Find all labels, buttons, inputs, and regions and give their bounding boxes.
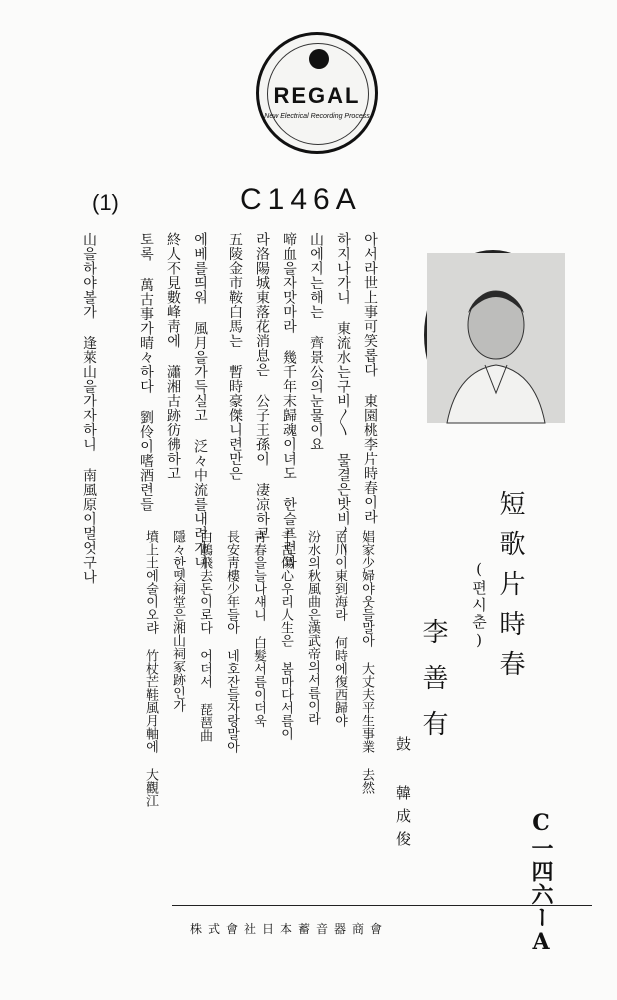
regal-logo	[256, 32, 378, 154]
lyric-line: 라洛陽城東落花消息은 公子王孫이 凄凉하고	[254, 232, 270, 541]
side-number: (1)	[92, 190, 119, 215]
song-genre: 短歌	[495, 490, 525, 570]
footer-divider	[172, 905, 592, 906]
lyric-line: 啼血을자맛마라 幾千年末歸魂이녀도 한슬프련과	[281, 232, 297, 570]
catalog-number-vertical: C一四六ーA	[528, 810, 554, 956]
singer-name: 李善有	[418, 618, 448, 756]
lyric-line-lower: 白鷗飛去돈이로다 어더서 琵琶曲	[197, 530, 212, 742]
lyric-line: 토록 萬古事가晴々하다 劉伶이嗜酒련들	[138, 232, 154, 512]
lyric-line-lower: 隱々한뗏祠堂은湘山祠冢跡인가	[170, 530, 185, 712]
song-reading: (편시춘)	[470, 560, 488, 651]
song-name: 片時春	[495, 570, 525, 690]
publisher-footer: 株式會社日本蓄音器商會	[190, 922, 389, 936]
lyric-line-lower: 娼家少婦야웃들말아 大丈夫平生事業 去然	[359, 530, 374, 794]
song-title	[497, 490, 523, 690]
lyric-line: 山을하야볼가 逢萊山을가자하니 南風原이멀엇구나	[81, 232, 97, 584]
logo-brand: REGAL	[273, 83, 361, 108]
logo-emblem-icon	[309, 49, 329, 69]
lyric-line-lower: 靑春을늘나섀니 白髮서름이더욱	[251, 530, 266, 727]
catalog-number: C146A	[240, 183, 362, 216]
lyric-line: 五陵金市鞍白馬는 暫時豪傑니련만은	[227, 232, 243, 481]
singer-portrait	[424, 250, 562, 420]
lyric-line: 終人不見數峰靑에 瀟湘古跡彷彿하고	[165, 232, 181, 481]
lyric-line-lower: 千古傷心우리人生은 봄마다서름이	[278, 530, 293, 740]
lyric-line-lower: 墳上土에술이오랴 竹杖芒鞋風月軸에 大觀江	[143, 530, 158, 807]
lyric-line-lower: 百川이東到海라 何時에復西歸야	[332, 530, 347, 727]
lyric-line: 山에지는해는 齊景公의눈물이요	[308, 232, 324, 452]
lyric-line: 에베를띄워 風月을가득실고 泛々中流를내려가니	[192, 232, 208, 570]
lyric-line: 하지나가니 東流水는구비〱 물결은밧비〱	[335, 232, 351, 554]
lyric-line-lower: 長安靑樓少年들아 네호잔들자랑말아	[224, 530, 239, 753]
accompanist-name: 鼓 韓成俊	[394, 736, 412, 854]
lyric-line-lower: 汾水의秋風曲은漢武帝의서름이라	[305, 530, 320, 725]
logo-tagline: New Electrical Recording Process	[264, 113, 370, 120]
lyric-line: 아서라世上事可笑롭다 東園桃李片時春이라	[362, 232, 378, 524]
